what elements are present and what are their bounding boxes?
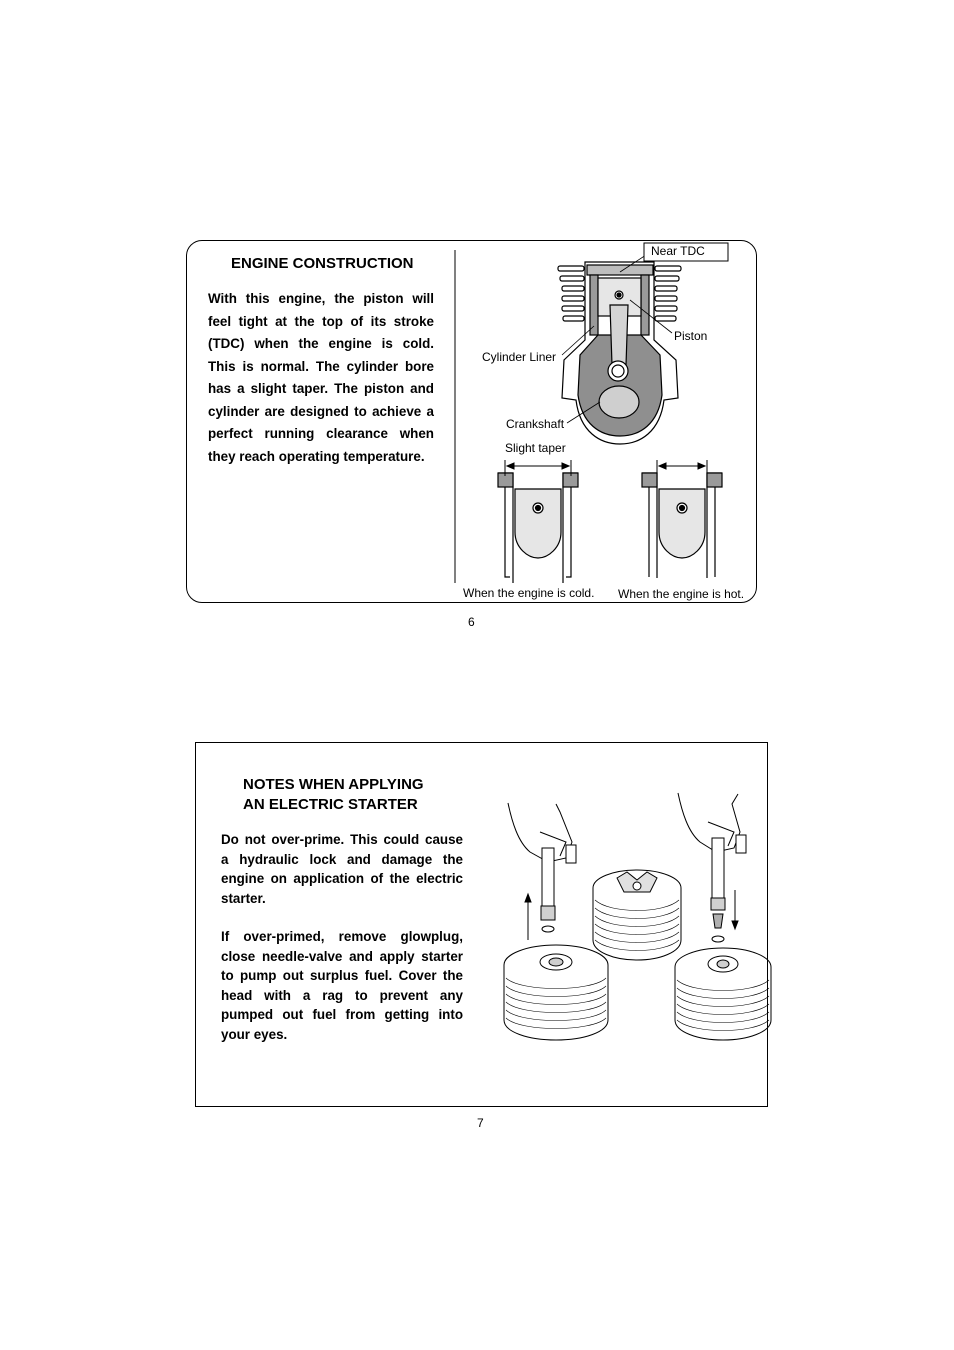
label-crankshaft: Crankshaft [506, 417, 565, 431]
page-number-6: 6 [468, 615, 475, 629]
electric-starter-heading-line1: NOTES WHEN APPLYING [243, 776, 424, 793]
connecting-rod [610, 305, 628, 365]
engine-construction-heading: ENGINE CONSTRUCTION [231, 255, 414, 272]
label-engine-cold: When the engine is cold. [463, 586, 595, 600]
cooling-fins-left [558, 266, 584, 321]
page-number-7: 7 [477, 1116, 484, 1130]
cylinder-liner-right [641, 275, 649, 335]
cold-piston-diagram [498, 473, 578, 583]
label-slight-taper: Slight taper [505, 441, 566, 455]
engine-construction-text: With this engine, the piston will feel tight at the top of its stroke (TDC) when the engine is cold. This is normal. The cylinder bore has a slight taper. The piston and cylinder are designed to achieve a perfect running clearance when they reach operating temperature. [208, 291, 434, 464]
starter-paragraph-1: Do not over-prime. This could cause a hydraulic lock and damage the engine on application of the electric starter. [221, 832, 463, 906]
cylinder-head [587, 265, 653, 275]
label-near-tdc: Near TDC [651, 244, 705, 258]
label-piston: Piston [674, 329, 708, 343]
slight-taper-arrow [505, 460, 571, 476]
starter-paragraph-2: If over-primed, remove glowplug, close needle-valve and apply starter to pump out surplus fuel. Cover the head with a rag to prevent any pumped out fuel from getting into your eyes. [221, 929, 463, 1042]
cooling-fins-right [655, 266, 681, 321]
label-engine-hot: When the engine is hot. [618, 587, 745, 601]
crankshaft-disc [599, 386, 639, 418]
hot-piston-diagram [642, 473, 722, 578]
electric-starter-heading-line2: AN ELECTRIC STARTER [243, 796, 418, 813]
label-cylinder-liner: Cylinder Liner [482, 350, 557, 364]
hot-clearance-arrow [657, 460, 707, 476]
